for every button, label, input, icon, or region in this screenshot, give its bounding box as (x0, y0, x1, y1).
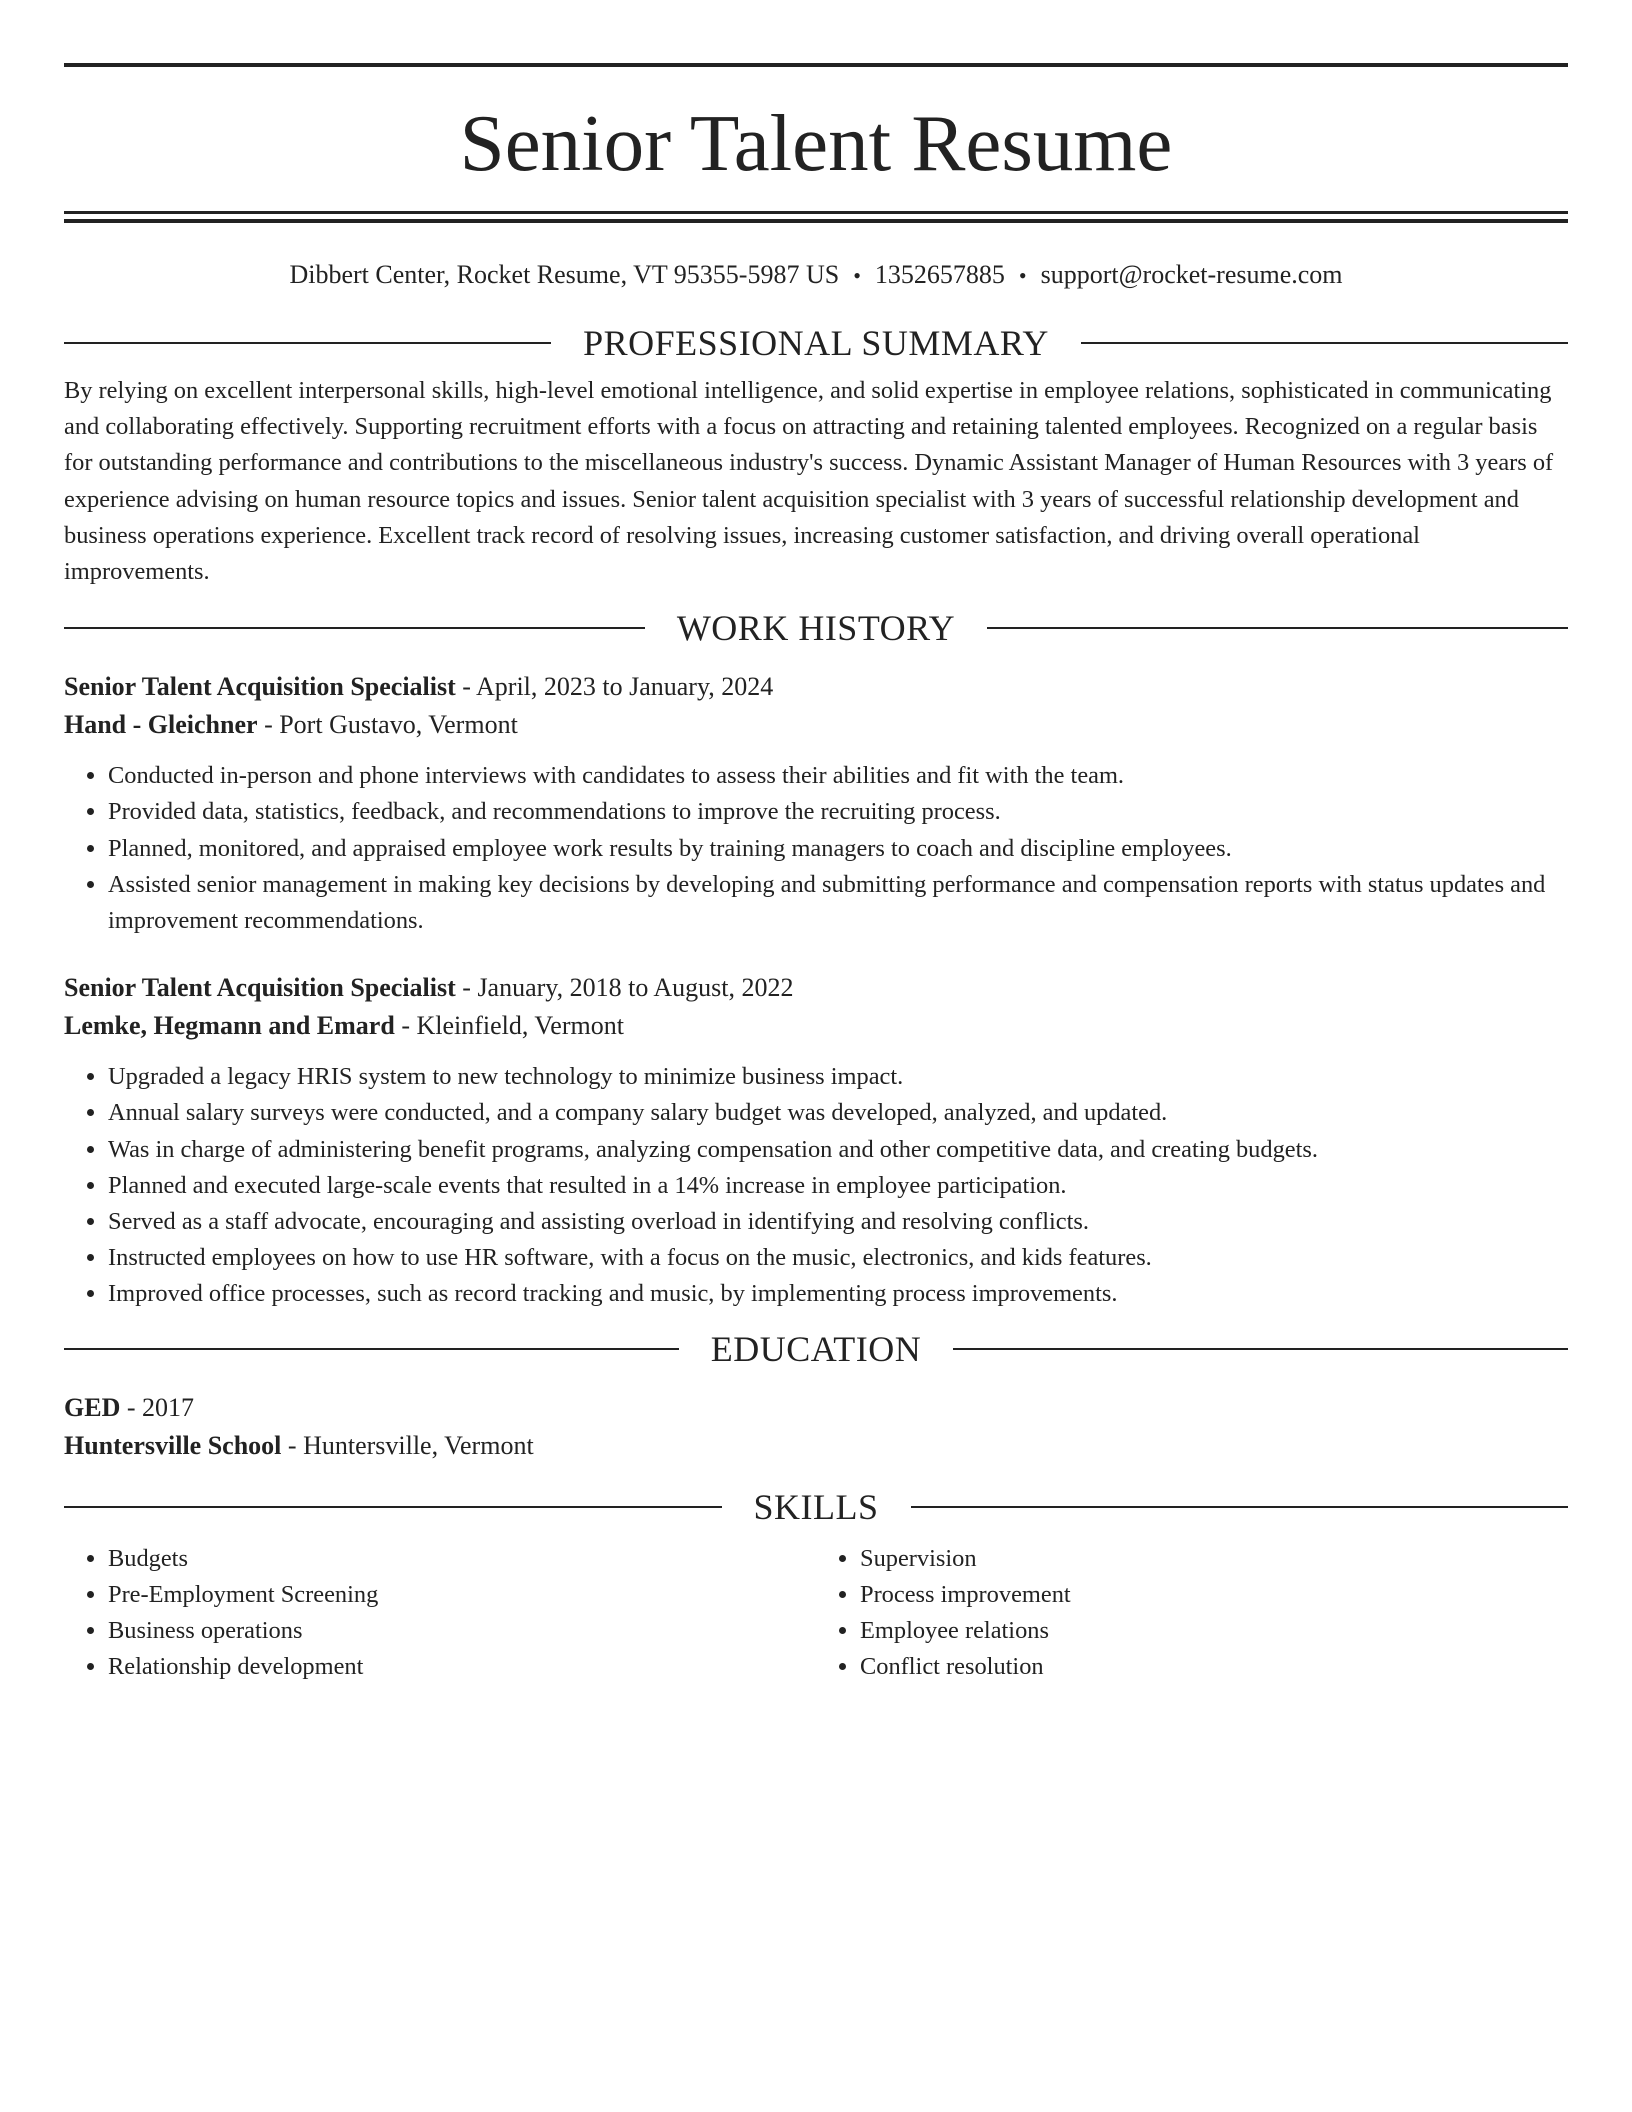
list-item: • Provided data, statistics, feedback, and recommendations to improve the recruiting process. (108, 794, 1568, 830)
section-summary-heading (64, 323, 1568, 363)
list-item: • Pre-Employment Screening (108, 1577, 816, 1613)
list-item: • Business operations (108, 1613, 816, 1649)
education-degree: GED (64, 1392, 121, 1422)
heading-rule (64, 1506, 722, 1508)
skills-list-right (816, 1541, 1568, 1686)
skills-columns (64, 1541, 1568, 1686)
heading-rule (64, 342, 551, 344)
job-entry (64, 969, 1568, 1312)
list-item: • Process improvement (860, 1577, 1568, 1613)
top-rule (64, 63, 1568, 67)
job-title: Senior Talent Acquisition Specialist (64, 973, 456, 1003)
education-school-line (64, 1427, 1568, 1465)
section-skills-heading (64, 1487, 1568, 1527)
separator-dot: • (1018, 263, 1027, 288)
job-bullets (64, 758, 1568, 939)
list-item: • Conducted in-person and phone interviews with candidates to assess their abilities and fit with the team. (108, 758, 1568, 794)
section-education-heading (64, 1329, 1568, 1369)
job-company: Hand - Gleichner (64, 710, 258, 740)
section-title: SKILLS (753, 1486, 879, 1527)
section-title: WORK HISTORY (676, 608, 956, 649)
job-bullets (64, 1059, 1568, 1312)
education-location: - Huntersville, Vermont (281, 1430, 534, 1460)
section-work-heading (64, 608, 1568, 648)
section-title: EDUCATION (710, 1328, 922, 1369)
separator-dot: • (853, 263, 861, 288)
heading-rule (1081, 342, 1568, 344)
list-item: • Conflict resolution (860, 1649, 1568, 1685)
list-item: • Budgets (108, 1541, 816, 1577)
job-title: Senior Talent Acquisition Specialist (64, 672, 456, 702)
heading-rule (64, 1348, 679, 1350)
job-location: - Port Gustavo, Vermont (257, 710, 518, 740)
list-item: • Improved office processes, such as record tracking and music, by implementing process improvements. (108, 1276, 1568, 1312)
education-entry (64, 1389, 1568, 1465)
resume-name: Senior Talent Resume (459, 98, 1173, 188)
list-item: • Relationship development (108, 1649, 816, 1685)
job-dates: - January, 2018 to August, 2022 (455, 973, 794, 1003)
list-item: • Served as a staff advocate, encouraging and assisting overload in identifying and resolving conflicts. (108, 1204, 1568, 1240)
job-dates: - April, 2023 to January, 2024 (455, 672, 774, 702)
list-item: • Supervision (860, 1541, 1568, 1577)
list-item: • Planned and executed large-scale events that resulted in a 14% increase in employee participation. (108, 1168, 1568, 1204)
job-location: - Kleinfield, Vermont (394, 1011, 624, 1041)
contact-address: Dibbert Center, Rocket Resume, VT 95355-5987 US (289, 260, 840, 289)
heading-rule (987, 627, 1568, 629)
section-title: PROFESSIONAL SUMMARY (583, 323, 1049, 363)
contact-line (64, 260, 1568, 291)
education-school: Huntersville School (64, 1430, 282, 1460)
heading-rule (64, 627, 645, 629)
contact-email: support@rocket-resume.com (1040, 260, 1343, 289)
education-year: - 2017 (120, 1392, 195, 1422)
education-degree-line (64, 1389, 1568, 1427)
job-company: Lemke, Hegmann and Emard (64, 1011, 395, 1041)
double-rule (64, 211, 1568, 223)
job-company-line (64, 1007, 1568, 1045)
summary-text: By relying on excellent interpersonal skills, high-level emotional intelligence, and solid expertise in employee relations, sophisticated in communicating and collaborating effectively. Supporting recruitment efforts with a focus on attracting and retaining talented employees. Recognized on a regular basis for outstanding performance and contributions to the miscellaneous industry's success. Dynamic Assistant Manager of Human Resources with 3 years of experience advising on human resource topics and issues. Senior talent acquisition specialist with 3 years of successful relationship development and business operations experience. Excellent track record of resolving issues, increasing customer satisfaction, and driving overall operational improvements. (64, 377, 1554, 586)
heading-rule (911, 1506, 1569, 1508)
job-title-line (64, 668, 1568, 706)
skills-list-left (64, 1541, 816, 1686)
list-item: • Upgraded a legacy HRIS system to new technology to minimize business impact. (108, 1059, 1568, 1095)
job-entry (64, 668, 1568, 939)
list-item: • Was in charge of administering benefit programs, analyzing compensation and other competitive data, and creating budgets. (108, 1132, 1568, 1168)
job-title-line (64, 969, 1568, 1007)
list-item: • Employee relations (860, 1613, 1568, 1649)
list-item: • Annual salary surveys were conducted, and a company salary budget was developed, analyzed, and updated. (108, 1095, 1568, 1131)
job-company-line (64, 706, 1568, 744)
list-item: • Instructed employees on how to use HR software, with a focus on the music, electronics, and kids features. (108, 1240, 1568, 1276)
list-item: • Planned, monitored, and appraised employee work results by training managers to coach and discipline employees. (108, 831, 1568, 867)
contact-phone: 1352657885 (874, 260, 1005, 289)
list-item: • Assisted senior management in making key decisions by developing and submitting performance and compensation reports with status updates and improvement recommendations. (108, 867, 1568, 939)
heading-rule (953, 1348, 1568, 1350)
